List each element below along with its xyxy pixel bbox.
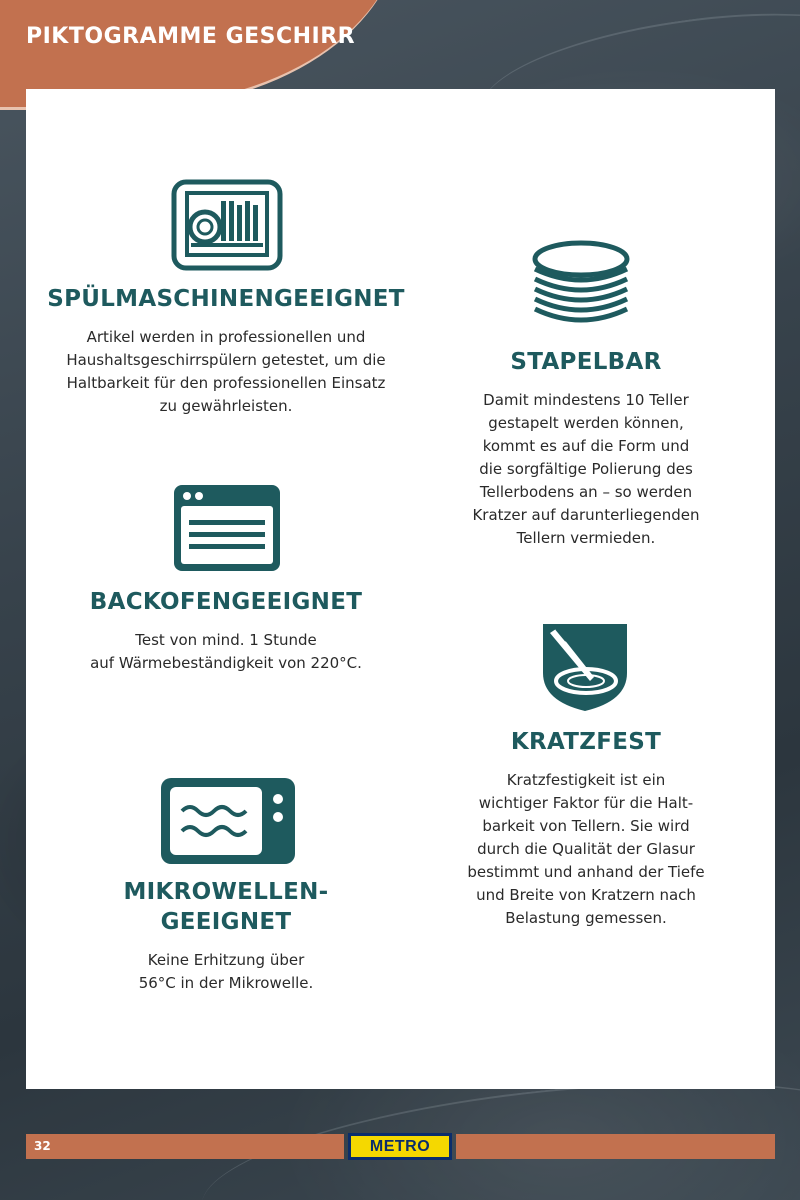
dishwasher-icon [171,179,283,271]
content-card [26,89,775,1089]
item-description: Artikel werden in professionellen und Haushaltsgeschirrspülern getestet, um die Haltbarkeit für den professionellen Einsatz zu gewährleisten. [66,328,386,415]
item-title: SPÜLMASCHINENGEEIGNET [47,286,405,312]
item-description: Kratzfestigkeit ist ein wichtiger Faktor für die Halt- barkeit von Tellern. Sie wird durch die Qualität der Glasur bestimmt und anhand der Tiefe und Breite von Kratzern nach Belastung gemessen. [467,771,705,927]
item-description: Test von mind. 1 Stunde auf Wärmebeständigkeit von 220°C. [90,631,362,672]
item-title: MIKROWELLEN- GEEIGNET [123,879,329,935]
logo-text: METRO [351,1136,449,1157]
item-title: STAPELBAR [510,349,662,375]
item-description: Keine Erhitzung über 56°C in der Mikrowelle. [138,951,314,992]
item-title: BACKOFENGEEIGNET [89,589,363,615]
knife-shield-icon [540,621,630,713]
item-description: Damit mindestens 10 Teller gestapelt werden können, kommt es auf die Form und die sorgfältige Polierung des Tellerbodens an – so werden Kratzer auf darunterliegenden Tellern vermieden. [472,391,700,547]
footer-bar-right [456,1134,775,1159]
item-microwave [26,877,426,995]
page-title: PIKTOGRAMME GESCHIRR [26,24,356,49]
footer-bar-left [26,1134,344,1159]
item-oven [26,587,426,675]
item-stackable [396,347,776,550]
item-title: KRATZFEST [510,729,662,755]
plate-stack-icon [531,239,631,335]
item-scratch [396,727,776,930]
microwave-icon [158,775,298,867]
page-number: 32 [34,1139,51,1153]
metro-logo [348,1133,452,1160]
item-dishwasher [26,284,426,418]
oven-icon [171,482,283,574]
